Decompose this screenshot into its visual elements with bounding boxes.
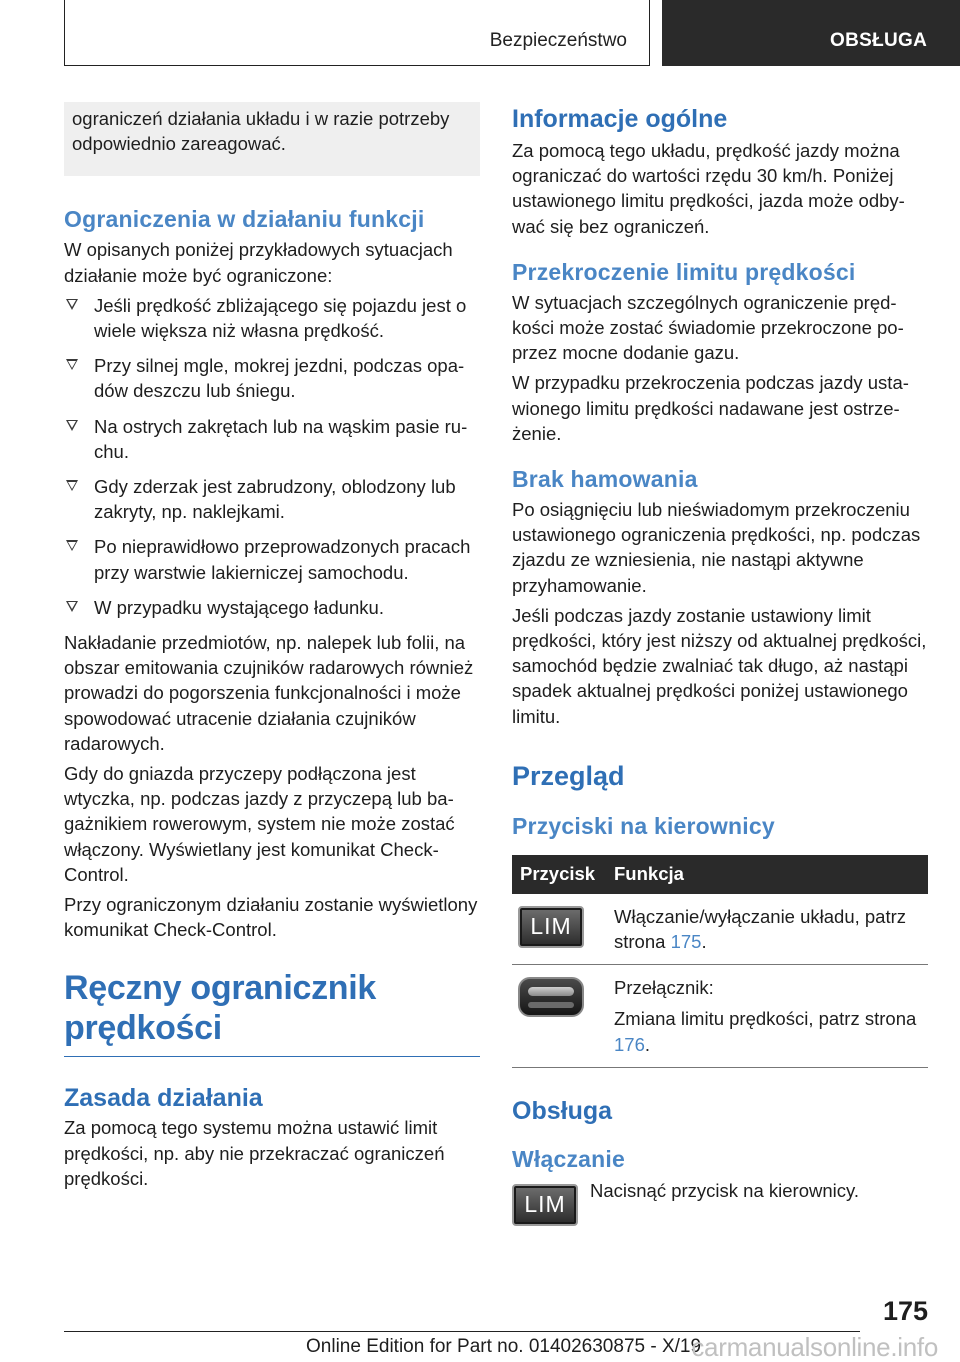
triangle-bullet-icon — [66, 480, 78, 491]
list-item-text: Przy silnej mgle, mokrej jezdni, podczas opadów deszczu lub śniegu. — [94, 355, 465, 402]
lim-button-icon — [512, 1184, 578, 1226]
header-section-box — [64, 0, 650, 66]
nobrake-text-1: Po osiągnięciu lub nieświadomym przekroczeniu ustawionego ograniczenia prędkości, np. podczas zjazdu ze wzniesienia, nie nastąpi aktywne przyhamowanie. — [512, 499, 921, 596]
lim-button-icon — [518, 906, 584, 948]
list-item — [64, 293, 480, 343]
limits-heading: Ograniczenia w działaniu funkcji — [64, 206, 425, 233]
list-item — [64, 474, 480, 524]
lim-icon-label: LIM — [524, 1191, 566, 1218]
rocker-switch-icon — [518, 977, 584, 1017]
enable-text: Nacisnąć przycisk na kierownicy. — [590, 1179, 860, 1201]
exceed-heading: Przekroczenie limitu prędkości — [512, 258, 856, 285]
principle-heading: Zasada działania — [64, 1084, 263, 1113]
principle-text: Za pomocą tego systemu można ustawić limit prędkości, np. aby nie przekraczać ograniczeń prędkości. — [64, 1117, 445, 1189]
list-item-text: Jeśli prędkość zbliżającego się pojazdu jest o wiele większa niż własna prędkość. — [94, 294, 467, 342]
table-cell-icon — [512, 894, 606, 965]
general-heading: Informacje ogólne — [512, 105, 728, 133]
paragraph-sensors: Nakładanie przedmiotów, np. nalepek lub folii, na obszar emitowania czujników radarowych również prowadzi do pogorszenia funkcjonalności i może spowodować utracenie działania czujników radarowych. — [64, 632, 474, 754]
nobrake-text-2: Jeśli podczas jazdy zostanie ustawiony limit prędkości, który jest niższy od aktualnej prędkości, samochód będzie zwalniać tak długo, aż nastąpi spadek aktualnej prędkości poniżej ustawionego limitu. — [512, 604, 927, 727]
list-item-text: W przypadku wystającego ładunku. — [94, 596, 384, 618]
header-chapter-label: OBSŁUGA — [830, 30, 928, 51]
list-item-text: Gdy zderzak jest zabrudzony, oblodzony lub zakryty, np. naklejkami. — [94, 476, 456, 523]
left-column — [64, 102, 480, 1196]
table-cell-function: Włączanie/wyłączanie układu, patrz strona 175. — [606, 894, 928, 965]
triangle-bullet-icon — [66, 420, 78, 431]
section-title-block — [64, 968, 480, 1057]
table-row — [512, 894, 928, 965]
limits-list — [64, 293, 480, 620]
page-link-176[interactable]: 176 — [614, 1033, 645, 1055]
lim-icon-label: LIM — [530, 913, 572, 940]
note-box: ograniczeń działania układu i w razie potrzeby odpowiednio zareagować. — [64, 102, 480, 176]
triangle-bullet-icon — [66, 540, 78, 551]
watermark: carmanualsonline.info — [691, 1332, 938, 1362]
exceed-text-1: W sytuacjach szczególnych ograniczenie prędkości może zostać świadomie przekroczone poprzez mocne dodanie gazu. — [512, 291, 904, 364]
overview-heading: Przegląd — [512, 760, 625, 791]
table-row — [512, 965, 928, 1068]
enable-row — [512, 1178, 928, 1226]
triangle-bullet-icon — [66, 359, 78, 370]
table-header-button: Przycisk — [512, 855, 606, 894]
buttons-heading: Przyciski na kierownicy — [512, 812, 775, 839]
paragraph-trailer: Gdy do gniazda przyczepy podłączona jest wtyczka, np. podczas jazdy z przyczepą lub bagażnikiem rowerowym, system nie może zostać włączony. Wyświetlany jest komunikat Check-Control. — [64, 763, 455, 885]
nobrake-heading: Brak hamowania — [512, 466, 698, 493]
list-item — [64, 595, 480, 620]
right-column — [512, 102, 928, 1226]
triangle-bullet-icon — [66, 299, 78, 310]
buttons-table — [512, 855, 928, 1068]
page-number: 175 — [882, 1296, 928, 1326]
list-item — [64, 353, 480, 403]
list-item — [64, 414, 480, 464]
header-chapter-tab — [662, 0, 960, 66]
list-item-text: Na ostrych zakrętach lub na wąskim pasie ruchu. — [94, 415, 468, 462]
row2-text-a: Przełącznik: — [614, 977, 714, 999]
section-title: Ręczny ogranicznik prędkości — [64, 969, 377, 1048]
table-cell-icon — [512, 965, 606, 1068]
general-text: Za pomocą tego układu, prędkość jazdy można ograniczać do wartości rzędu 30 km/h. Poniżej ustawionego limitu prędkości, jazda może odbywać się bez ograniczeń. — [512, 140, 905, 237]
operation-heading: Obsługa — [512, 1096, 613, 1125]
row1-text: Włączanie/wyłączanie układu, patrz strona — [614, 905, 907, 953]
exceed-text-2: W przypadku przekroczenia podczas jazdy ustawionego limitu prędkości nadawane jest ostrzeżenie. — [512, 372, 909, 444]
table-cell-function: Przełącznik: Zmiana limitu prędkości, patrz strona 176. — [606, 965, 928, 1068]
list-item — [64, 534, 480, 584]
row2-text-b: Zmiana limitu prędkości, patrz strona — [614, 1008, 917, 1030]
table-header-function: Funkcja — [606, 855, 928, 894]
triangle-bullet-icon — [66, 601, 78, 612]
limits-intro: W opisanych poniżej przykładowych sytuacjach działanie może być ograniczone: — [64, 239, 453, 286]
enable-heading: Włączanie — [512, 1145, 626, 1172]
list-item-text: Po nieprawidłowo przeprowadzonych pracach przy warstwie lakierniczej samochodu. — [94, 536, 471, 583]
table-header-row — [512, 855, 928, 894]
page-header — [0, 0, 960, 66]
footer-edition: Online Edition for Part no. 01402630875 - X/19 — [306, 1336, 702, 1357]
paragraph-check-control: Przy ograniczonym działaniu zostanie wyświetlony komunikat Check-Control. — [64, 894, 478, 941]
header-section-title: Bezpieczeństwo — [489, 30, 627, 51]
page-link-175[interactable]: 175 — [670, 931, 702, 953]
